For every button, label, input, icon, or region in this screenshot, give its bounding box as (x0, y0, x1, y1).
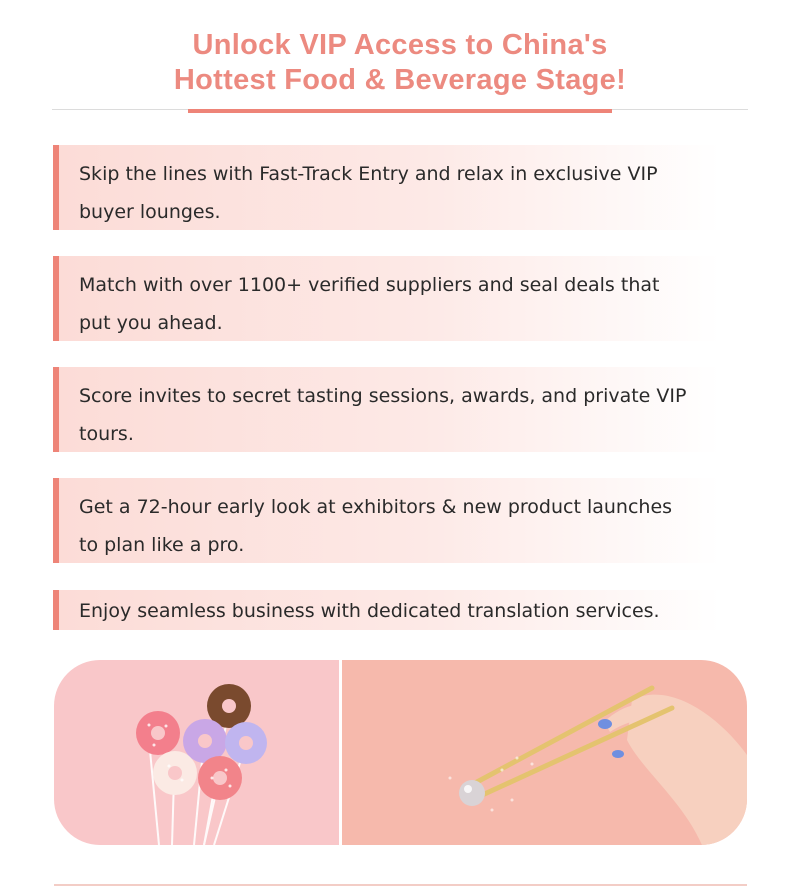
benefit-text-line: Enjoy seamless business with dedicated translation services. (79, 600, 660, 622)
benefit-text-line: Match with over 1100+ verified suppliers and seal deals that (79, 274, 660, 296)
donut-lollipops-image (54, 660, 339, 845)
title-line-1: Unlock VIP Access to China's (192, 29, 608, 61)
benefit-text-line: Score invites to secret tasting sessions, awards, and private VIP (79, 385, 687, 407)
chopsticks-disco-ball-image (342, 660, 747, 845)
benefit-text-line: buyer lounges. (79, 201, 221, 223)
benefit-translation (53, 590, 720, 630)
benefit-tasting-invites (53, 367, 720, 452)
title-line-2: Hottest Food & Beverage Stage! (173, 64, 627, 96)
benefit-supplier-matching (53, 256, 720, 341)
benefit-early-look (53, 478, 720, 563)
benefit-text-line: put you ahead. (79, 312, 223, 334)
benefit-text-line: to plan like a pro. (79, 534, 245, 556)
title-accent-bar (188, 109, 612, 113)
chopsticks-illustration (342, 660, 747, 845)
benefit-text-line: tours. (79, 423, 134, 445)
donut-illustration (54, 660, 339, 845)
benefit-text-line: Skip the lines with Fast-Track Entry and relax in exclusive VIP (79, 163, 658, 185)
photo-banner (54, 660, 747, 845)
benefit-fast-track (53, 145, 720, 230)
benefit-text-line: Get a 72-hour early look at exhibitors & new product launches (79, 496, 673, 518)
bottom-divider (54, 884, 747, 886)
page-title (0, 28, 800, 98)
